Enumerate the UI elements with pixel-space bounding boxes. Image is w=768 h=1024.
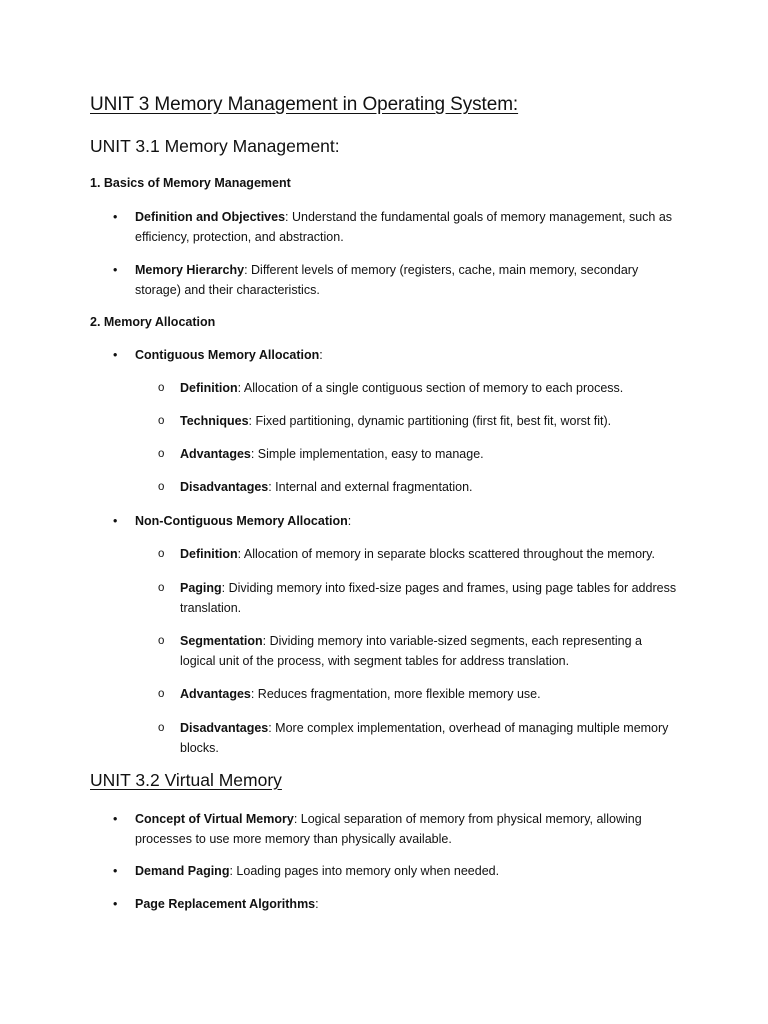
sub-list-item	[158, 411, 680, 431]
item-label: Concept of Virtual Memory	[135, 812, 294, 826]
item-label: Techniques	[180, 414, 249, 428]
bullet-marker: •	[113, 263, 118, 277]
item-label: Segmentation	[180, 634, 263, 648]
item-text: : Different levels of memory (registers, cache, main memory, secondary storage) and their characteristics.	[135, 263, 639, 297]
item-label: Memory Hierarchy	[135, 263, 245, 277]
sub-marker: o	[158, 448, 165, 460]
sub-marker: o	[158, 722, 165, 734]
item-label: Advantages	[180, 687, 251, 701]
item-label: Advantages	[180, 447, 251, 461]
item-text: : More complex implementation, overhead of managing multiple memory blocks.	[180, 721, 669, 755]
sub-marker: o	[158, 635, 165, 647]
item-text: : Dividing memory into variable-sized segments, each representing a logical unit of the process, with segment tables for address translation.	[180, 634, 643, 668]
item-text: : Fixed partitioning, dynamic partitioning (first fit, best fit, worst fit).	[248, 414, 612, 428]
list-item	[113, 894, 680, 914]
bullet-marker: •	[113, 210, 118, 224]
item-label: Demand Paging	[135, 864, 230, 878]
sub-marker: o	[158, 481, 165, 493]
sub-list-item	[158, 477, 680, 497]
item-text: : Simple implementation, easy to manage.	[250, 447, 484, 461]
bullet-marker: •	[113, 514, 118, 528]
sub-list-item	[158, 718, 680, 758]
sub-marker: o	[158, 382, 165, 394]
item-label: Non-Contiguous Memory Allocation	[135, 514, 348, 528]
list-item	[113, 207, 680, 247]
item-text: : Loading pages into memory only when needed.	[229, 864, 500, 878]
sub-marker: o	[158, 582, 165, 594]
sub-list-item	[158, 444, 680, 464]
sub-marker: o	[158, 548, 165, 560]
unit-title: UNIT 3 Memory Management in Operating System:	[90, 94, 519, 115]
section-3-1-heading: UNIT 3.1 Memory Management:	[90, 136, 340, 156]
section-3-2-heading: UNIT 3.2 Virtual Memory	[90, 770, 282, 790]
list-item	[113, 809, 680, 849]
list-item	[113, 260, 680, 300]
sub-list-item	[158, 631, 680, 671]
item-label: Definition and Objectives	[135, 210, 286, 224]
item-text: : Dividing memory into fixed-size pages and frames, using page tables for address translation.	[180, 581, 677, 615]
item-label: Contiguous Memory Allocation	[135, 348, 320, 362]
basics-heading: 1. Basics of Memory Management	[90, 176, 291, 190]
sub-list-item	[158, 544, 680, 564]
list-item	[113, 511, 680, 531]
item-label: Definition	[180, 547, 238, 561]
sub-list-item	[158, 684, 680, 704]
bullet-marker: •	[113, 897, 118, 911]
item-text: :	[319, 348, 323, 362]
item-text: : Understand the fundamental goals of memory management, such as efficiency, protection, and abstraction.	[135, 210, 673, 244]
list-item	[113, 345, 680, 365]
item-label: Definition	[180, 381, 238, 395]
item-label: Page Replacement Algorithms	[135, 897, 316, 911]
bullet-marker: •	[113, 348, 118, 362]
allocation-heading: 2. Memory Allocation	[90, 315, 216, 329]
item-text: :	[347, 514, 352, 528]
item-text: :	[315, 897, 319, 911]
sub-list-item	[158, 378, 680, 398]
item-text: : Internal and external fragmentation.	[268, 480, 473, 494]
bullet-marker: •	[113, 864, 118, 878]
item-label: Disadvantages	[180, 721, 269, 735]
sub-marker: o	[158, 688, 165, 700]
list-item	[113, 861, 680, 881]
item-label: Paging	[180, 581, 222, 595]
bullet-marker: •	[113, 812, 118, 826]
item-text: : Allocation of memory in separate blocks scattered throughout the memory.	[237, 547, 655, 561]
item-label: Disadvantages	[180, 480, 269, 494]
item-text: : Allocation of a single contiguous section of memory to each process.	[237, 381, 624, 395]
sub-list-item	[158, 578, 680, 618]
sub-marker: o	[158, 415, 165, 427]
item-text: : Logical separation of memory from physical memory, allowing processes to use more memory than physically available.	[135, 812, 642, 846]
item-text: : Reduces fragmentation, more flexible memory use.	[250, 687, 541, 701]
